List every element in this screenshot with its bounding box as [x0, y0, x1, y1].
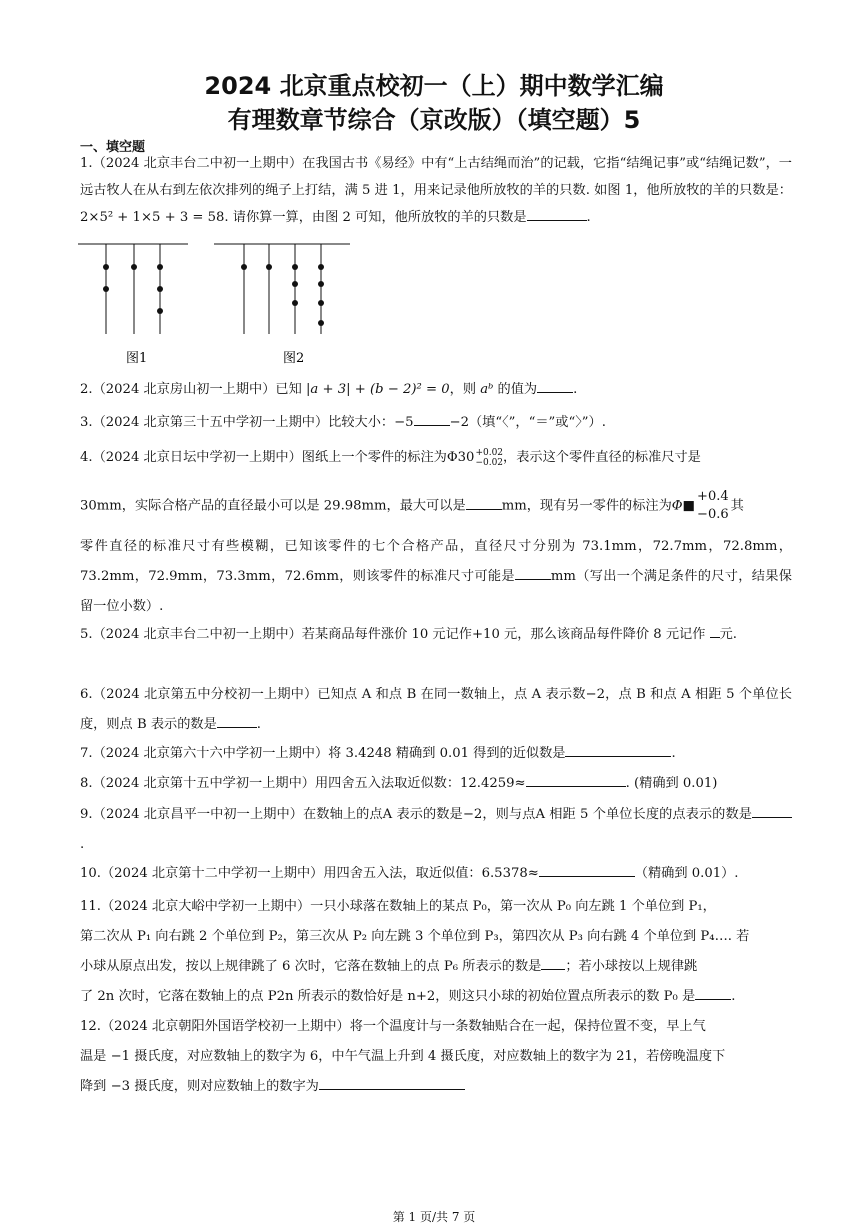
q5-text: 5.（2024 北京丰台二中初一上期中）若某商品每件涨价 10 元记作+10 元，那么该商品每件降价 8 元记作 — [80, 627, 710, 642]
q2-post: 的值为 — [493, 382, 538, 397]
answer-blank[interactable] — [466, 497, 502, 510]
answer-blank[interactable] — [319, 1077, 465, 1090]
q10-text: 10.（2024 北京第十二中学初一上期中）用四舍五入法，取近似值：6.5378≈ — [80, 866, 539, 881]
q3-post: −2（填“〈”，“＝”或“〉”）. — [449, 415, 606, 430]
q2-formula: |a + 3| + (b − 2)² = 0 — [305, 382, 450, 397]
q12-line2: 温是 −1 摄氏度，对应数轴上的数字为 6，中午气温上升到 4 摄氏度，对应数轴上的数字为 21，若傍晚温度下 — [80, 1049, 726, 1064]
q2-power: aᵇ — [480, 382, 494, 397]
question-9 — [80, 800, 792, 860]
answer-blank[interactable] — [515, 567, 551, 580]
q4-text-2: ，表示这个零件直径的标准尺寸是 — [503, 450, 701, 465]
q1-end: . — [586, 210, 591, 225]
answer-blank[interactable] — [537, 380, 573, 393]
answer-blank[interactable] — [217, 715, 257, 728]
q8-end: . (精确到 0.01) — [625, 776, 718, 791]
q7-text: 7.（2024 北京第六十六中学初一上期中）将 3.4248 精确到 0.01 得到的近似数是 — [80, 746, 566, 761]
q11-line4 — [80, 982, 792, 1012]
answer-blank[interactable] — [752, 805, 792, 818]
answer-blank[interactable] — [541, 957, 565, 970]
q4-phi: Φ■ — [671, 498, 696, 514]
question-1 — [80, 150, 792, 231]
knot-figures — [78, 240, 368, 368]
question-3 — [80, 409, 792, 436]
q4-line2c: 其 — [730, 498, 744, 514]
answer-blank[interactable] — [710, 625, 720, 638]
q4-tolerance-1 — [475, 448, 503, 468]
question-4-line2 — [80, 488, 792, 524]
question-12 — [80, 1012, 792, 1102]
q11-line4b: . — [731, 989, 736, 1004]
question-8 — [80, 770, 792, 797]
question-6 — [80, 680, 792, 740]
question-4-line1 — [80, 444, 792, 471]
tol-up: +0.4 — [697, 489, 729, 504]
q9-text: 9.（2024 北京昌平一中初一上期中）在数轴上的点A 表示的数是−2，则与点A 相距 5 个单位长度的点表示的数是 — [80, 807, 752, 822]
q5-post: 元. — [719, 627, 738, 642]
question-10 — [80, 860, 792, 887]
answer-blank[interactable] — [414, 413, 450, 426]
q4-line3b: mm（写出一个满足条件的尺寸，结果保留一位小数）. — [80, 569, 792, 614]
question-11 — [80, 892, 792, 1012]
q3-text: 3.（2024 北京第三十五中学初一上期中）比较大小：−5 — [80, 415, 414, 430]
q11-line3a: 小球从原点出发，按以上规律跳了 6 次时，它落在数轴上的点 P₆ 所表示的数是 — [80, 959, 542, 974]
q9-end: . — [80, 837, 85, 852]
document-subtitle: 有理数章节综合（京改版）（填空题）5 — [227, 106, 641, 134]
figure-2 — [214, 244, 350, 334]
tol-down: −0.02 — [475, 457, 504, 468]
question-2 — [80, 376, 792, 403]
q8-text: 8.（2024 北京第十五中学初一上期中）用四舍五入法取近似数：12.4259≈ — [80, 776, 526, 791]
answer-blank[interactable] — [565, 744, 671, 757]
q6-end: . — [256, 717, 261, 732]
fig2-label: 图2 — [283, 351, 305, 366]
answer-blank[interactable] — [526, 774, 626, 787]
tol-down: −0.6 — [697, 507, 729, 522]
q4-tolerance-2 — [697, 488, 729, 524]
tol-up: +0.02 — [475, 447, 504, 458]
q1-text-2: . 请你算一算，由图 2 可知，他所放牧的羊的只数是 — [224, 210, 527, 225]
q1-formula: 2×5² + 1×5 + 3 = 58 — [80, 210, 225, 225]
q1-text: 1.（2024 北京丰台二中初一上期中）在我国古书《易经》中有“上古结绳而治”的记载，它指“结绳记事”或“结绳记数”，一远古牧人在从右到左依次排列的绳子上打结，满 5 进 1，用来记录他所放牧的羊的只数. 如图 1，他所放牧的羊的只数是： — [80, 156, 792, 198]
question-4-line3 — [80, 532, 792, 622]
q12-line3-text: 降到 −3 摄氏度，则对应数轴上的数字为 — [80, 1079, 319, 1094]
q4-line3: 零件直径的标准尺寸有些模糊，已知该零件的七个合格产品，直径尺寸分别为 73.1mm，72.7mm，72.8mm，73.2mm，72.9mm，73.3mm，72.6mm，则该零件的标准尺寸可能是 — [80, 539, 792, 584]
q7-end: . — [671, 746, 676, 761]
q11-line1: 11.（2024 北京大峪中学初一上期中）一只小球落在数轴上的某点 P₀，第一次从 P₀ 向左跳 1 个单位到 P₁， — [80, 899, 716, 914]
q4-line2: 30mm，实际合格产品的直径最小可以是 29.98mm，最大可以是 — [80, 498, 466, 514]
answer-blank[interactable] — [539, 864, 635, 877]
answer-blank[interactable] — [527, 208, 587, 221]
q2-mid: ，则 — [449, 382, 481, 397]
q4-line2b: mm，现有另一零件的标注为 — [501, 498, 672, 514]
question-7 — [80, 740, 792, 767]
q10-end: （精确到 0.01）. — [634, 866, 739, 881]
q11-line2: 第二次从 P₁ 向右跳 2 个单位到 P₂，第三次从 P₂ 向左跳 3 个单位到 P₃，第四次从 P₃ 向右跳 4 个单位到 P₄…. 若 — [80, 929, 750, 944]
q6-text: 6.（2024 北京第五中分校初一上期中）已知点 A 和点 B 在同一数轴上，点 A 表示数−2，点 B 和点 A 相距 5 个单位长度，则点 B 表示的数是 — [80, 687, 792, 732]
q2-end: . — [573, 382, 578, 397]
figure-1 — [78, 244, 188, 334]
q4-text: 4.（2024 北京日坛中学初一上期中）图纸上一个零件的标注为Φ30 — [80, 450, 475, 465]
q12-line1: 12.（2024 北京朝阳外国语学校初一上期中）将一个温度计与一条数轴贴合在一起，保持位置不变，早上气 — [80, 1019, 706, 1034]
page-number: 第 1 页/共 7 页 — [392, 1210, 476, 1224]
q2-text: 2.（2024 北京房山初一上期中）已知 — [80, 382, 306, 397]
q12-line3 — [80, 1072, 792, 1102]
q11-line3b: ；若小球按以上规律跳 — [565, 959, 698, 974]
question-5 — [80, 620, 792, 650]
document-title: 2024 北京重点校初一（上）期中数学汇编 — [204, 72, 664, 100]
q11-line4a: 了 2n 次时，它落在数轴上的点 P2n 所表示的数恰好是 n+2，则这只小球的初始位置点所表示的数 P₀ 是 — [80, 989, 696, 1004]
answer-blank[interactable] — [695, 987, 731, 1000]
section-heading: 一、填空题 — [80, 140, 146, 155]
fig1-label: 图1 — [126, 351, 148, 366]
q11-line3 — [80, 952, 792, 982]
